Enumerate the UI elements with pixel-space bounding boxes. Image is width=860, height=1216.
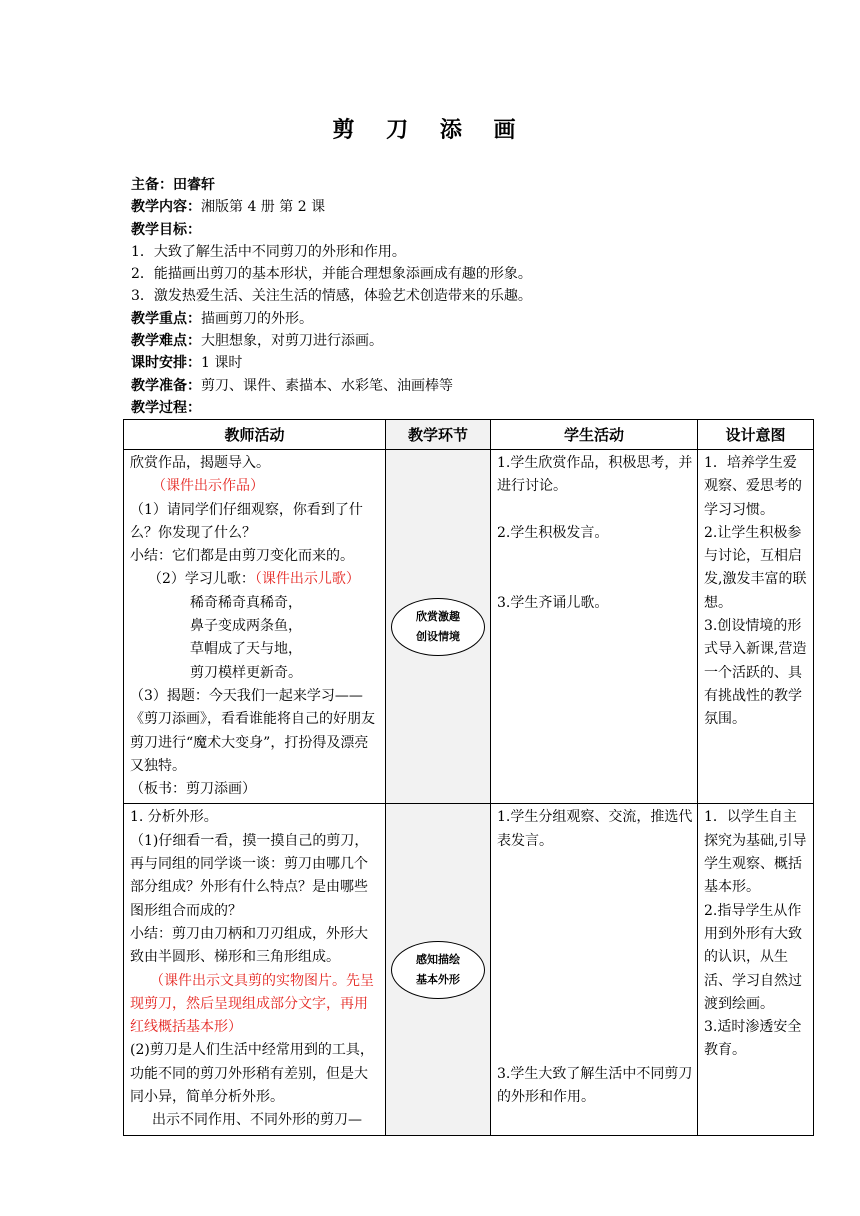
teacher-text: （2）学习儿歌： [148,571,255,588]
poem-line: 鼻子变成两条鱼， [190,618,302,635]
process-label: 教学过程： [131,399,201,416]
intent-text: 3.适时渗透安全教育。 [704,1019,802,1059]
content-line [131,196,791,218]
lesson-table [123,419,814,1136]
author-name: 田睿轩 [173,177,215,193]
hours-value: 1 课时 [201,355,243,372]
teacher-text: （3）揭题：今天我们一起来学习——《剪刀添画》，看看谁能将自己的好朋友剪刀进行“魔术大变身”，打扮得及漂亮又独特。 [130,687,375,774]
goal-item: 1．大致了解生活中不同剪刀的外形和作用。 [131,243,406,260]
intent-text: 2.让学生积极参与讨论，互相启发,激发丰富的联想。 [704,524,807,611]
stage-cell [386,804,491,1135]
teacher-red-text: （课件出示文具剪的实物图片。先呈现剪刀，然后呈现组成部分文字，再用红线概括基本形） [130,972,374,1036]
teacher-activity-cell [124,804,386,1135]
intent-cell [698,804,814,1135]
author-label: 主备： [131,177,173,193]
teacher-text: 小结：剪刀由刀柄和刀刃组成，外形大致由半圆形、梯形和三角形组成。 [130,925,368,966]
intent-text: 3.创设情境的形式导入新课,营造一个活跃的、具有挑战性的教学氛围。 [704,618,807,728]
header-teacher: 教师活动 [124,420,386,450]
table-row [124,804,814,1135]
author-line [131,174,791,196]
intent-text: 1．培养学生爱观察、爱思考的学习习惯。 [704,455,802,518]
stage-label: 基本外形 [416,972,460,986]
teacher-text: （1)仔细看一看，摸一摸自己的剪刀，再与同组的同学谈一谈：剪刀由哪几个部分组成？外形有什么特点？是由哪些图形组合而成的？ [130,832,369,919]
stage-cell [386,450,491,804]
student-text: 3.学生大致了解生活中不同剪刀的外形和作用。 [497,1065,693,1106]
poem-line: 剪刀模样更新奇。 [190,664,302,681]
teacher-text: （板书：剪刀添画） [130,781,256,798]
table-row [124,450,814,804]
difficulty-value: 大胆想象，对剪刀进行添画。 [201,333,383,350]
student-text: 2.学生积极发言。 [497,524,609,541]
prep-line [131,375,791,397]
content-label: 教学内容： [131,199,201,216]
goals-line [131,219,791,241]
difficulty-line [131,330,791,352]
prep-label: 教学准备： [131,377,201,394]
intent-text: 2.指导学生从作用到外形有大致的认识，从生活、学习自然过渡到绘画。 [704,902,802,1012]
lesson-meta [131,174,791,419]
student-text: 1.学生分组观察、交流，推选代表发言。 [497,809,693,849]
stage-label: 欣赏激趣 [416,609,460,623]
difficulty-label: 教学难点： [131,333,201,350]
student-activity-cell [491,804,698,1135]
stage-oval [391,941,485,999]
teacher-text: 欣赏作品，揭题导入。 [130,455,270,471]
teacher-text: 出示不同作用、不同外形的剪刀— [152,1112,362,1129]
stage-label: 创设情境 [416,629,460,643]
table-header-row [124,420,814,450]
hours-line [131,352,791,374]
goal-item: 3．激发热爱生活、关注生活的情感，体验艺术创造带来的乐趣。 [131,288,532,305]
teacher-text: 1. 分析外形。 [130,809,218,826]
poem-line: 草帽成了天与地， [190,641,302,658]
document-title: 剪 刀 添 画 [332,118,528,143]
teacher-text: 小结：它们都是由剪刀变化而来的。 [130,548,354,565]
intent-text: 1．以学生自主探究为基础,引导学生观察、概括基本形。 [704,809,807,896]
student-activity-cell [491,450,698,804]
intent-cell [698,450,814,804]
process-line [131,397,791,419]
content-value: 湘版第 4 册 第 2 课 [201,199,326,216]
teacher-red-text: （课件出示儿歌） [254,571,360,588]
prep-value: 剪刀、课件、素描本、水彩笔、油画棒等 [201,377,453,394]
student-text: 1.学生欣赏作品，积极思考，并进行讨论。 [497,455,693,495]
teacher-red-text: （课件出示作品） [152,478,264,495]
stage-label: 感知描绘 [416,952,460,966]
header-stage: 教学环节 [386,420,491,450]
header-intent: 设计意图 [698,420,814,450]
teacher-text: （1）请同学们仔细观察，你看到了什么？你发现了什么？ [130,501,363,541]
teacher-text: (2)剪刀是人们生活中经常用到的工具，功能不同的剪刀外形稍有差别，但是大同小异，简单分析外形。 [130,1042,374,1106]
stage-oval [391,598,485,656]
poem-line: 稀奇稀奇真稀奇， [190,594,302,611]
key-value: 描画剪刀的外形。 [201,310,313,327]
header-student: 学生活动 [491,420,698,450]
goals-label: 教学目标： [131,221,201,238]
key-label: 教学重点： [131,310,201,327]
key-line [131,308,791,330]
hours-label: 课时安排： [131,355,201,372]
goal-item: 2．能描画出剪刀的基本形状，并能合理想象添画成有趣的形象。 [131,266,532,283]
teacher-activity-cell [124,450,386,804]
student-text: 3.学生齐诵儿歌。 [497,594,609,611]
